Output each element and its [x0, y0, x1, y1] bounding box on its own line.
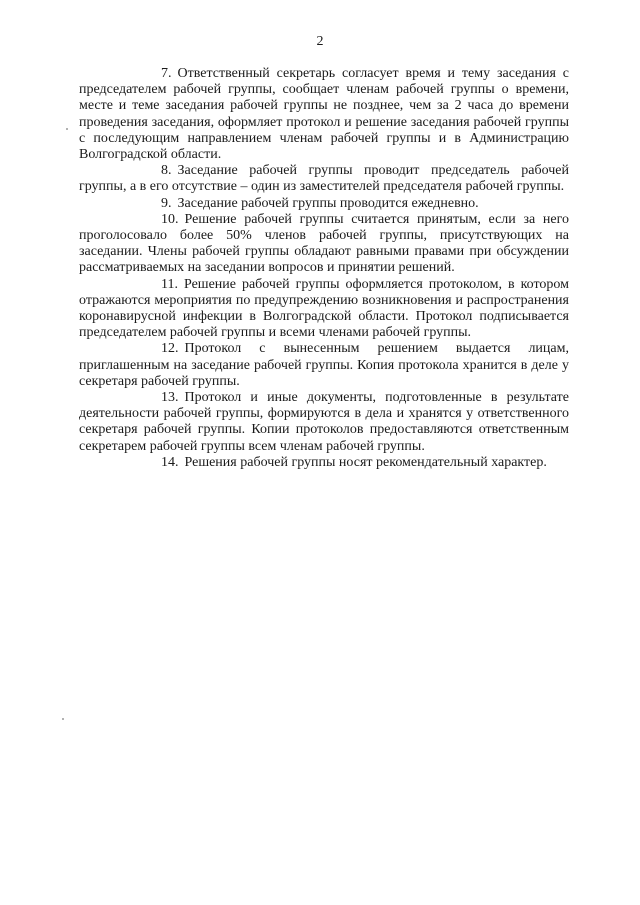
- paragraph-text: Решение рабочей группы считается принятым, если за него проголосовало более 50% членов рабочей группы, присутствующих на заседании. Члены рабочей группы обладают равными правами при обсуждении рассматриваемых на заседании вопросов и принятии решений.: [79, 211, 569, 276]
- paragraph-text: Ответственный секретарь согласует время и тему заседания с председателем рабочей группы, сообщает членам рабочей группы о времени, месте и теме заседания рабочей группы не позднее, чем за 2 часа до времени проведения заседания, оформляет протокол и решение заседания рабочей группы с последующим направлением членам рабочей группы и в Администрацию Волгоградской области.: [79, 66, 569, 163]
- paragraph-number: 11.: [161, 276, 178, 292]
- page-number: 2: [316, 34, 324, 49]
- paragraph-number: 13.: [161, 390, 179, 406]
- paragraph-10: [79, 212, 569, 277]
- paragraph-8: [79, 163, 569, 195]
- paragraph-text: Протокол и иные документы, подготовленные в результате деятельности рабочей группы, формируются в дела и хранятся у ответственного секретаря рабочей группы. Копии протоколов предоставляются ответственным секретарем рабочей группы всем членам рабочей группы.: [79, 390, 569, 454]
- paragraph-number: 14.: [161, 454, 179, 470]
- scan-speck: [66, 128, 68, 130]
- paragraph-text: Решения рабочей группы носят рекомендательный характер.: [184, 454, 547, 470]
- paragraph-number: 7.: [161, 66, 172, 81]
- document-body: [79, 66, 569, 471]
- scan-speck: [62, 718, 64, 720]
- paragraph-number: 9.: [161, 195, 172, 211]
- paragraph-text: Заседание рабочей группы проводит председатель рабочей группы, а в его отсутствие – один из заместителей председателя рабочей группы.: [79, 163, 569, 195]
- paragraph-14: [79, 455, 569, 471]
- paragraph-text: Протокол с вынесенным решением выдается лицам, приглашенным на заседание рабочей группы. Копия протокола хранится в деле у секретаря рабочей группы.: [79, 341, 569, 389]
- paragraph-9: [79, 196, 569, 212]
- paragraph-number: 12.: [161, 341, 179, 357]
- paragraph-number: 8.: [161, 163, 172, 179]
- paragraph-number: 10.: [161, 211, 179, 227]
- paragraph-text: Заседание рабочей группы проводится ежедневно.: [177, 195, 479, 211]
- paragraph-text: Решение рабочей группы оформляется протоколом, в котором отражаются мероприятия по предупреждению возникновения и распространения коронавирусной инфекции в Волгоградской области. Протокол подписывается председателем рабочей группы и всеми членами рабочей группы.: [79, 276, 569, 341]
- paragraph-7: [79, 66, 569, 163]
- paragraph-12: [79, 341, 569, 390]
- paragraph-13: [79, 390, 569, 455]
- paragraph-11: [79, 277, 569, 342]
